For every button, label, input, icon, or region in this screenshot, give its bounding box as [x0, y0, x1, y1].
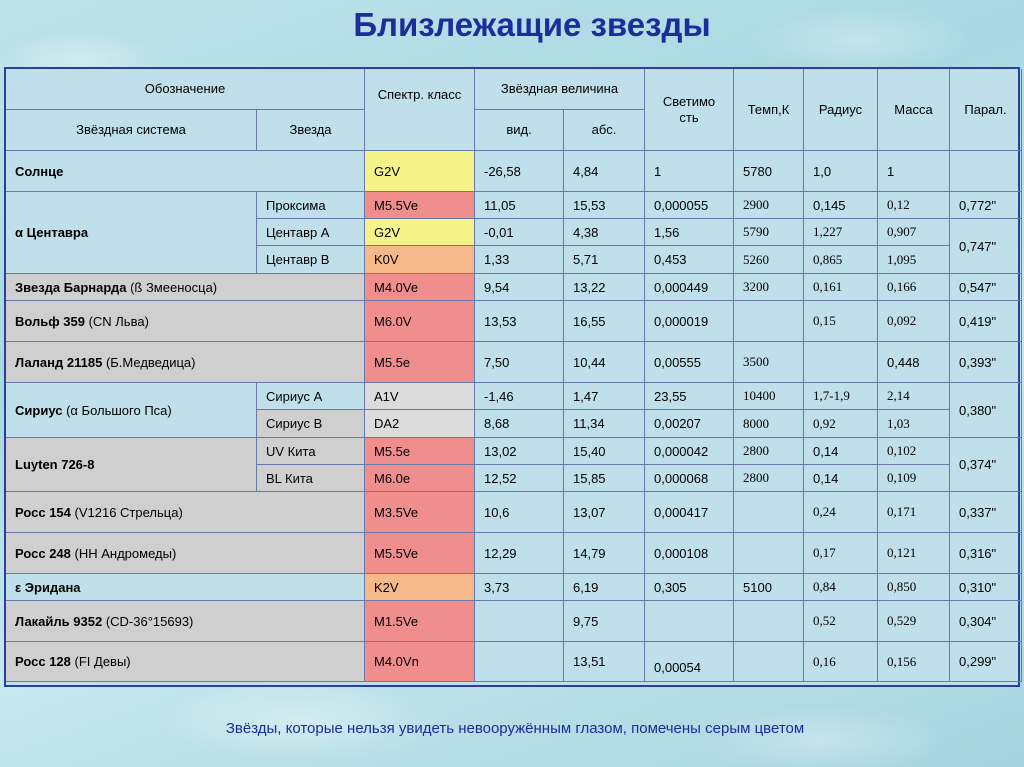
header-spectral: Спектр. класс	[365, 69, 475, 151]
apparent-magnitude: 12,52	[475, 465, 564, 492]
star-name: Центавр B	[257, 246, 365, 274]
radius: 0,84	[804, 574, 878, 601]
spectral-class: G2V	[365, 151, 475, 192]
row-name: Росс 154 (V1216 Стрельца)	[6, 492, 365, 533]
parallax: 0,547"	[950, 274, 1022, 301]
temperature	[734, 301, 804, 342]
absolute-magnitude: 15,85	[564, 465, 645, 492]
temperature: 5260	[734, 246, 804, 274]
luminosity: 0,453	[645, 246, 734, 274]
temperature: 5790	[734, 219, 804, 246]
mass: 0,907	[878, 219, 950, 246]
radius: 1,7-1,9	[804, 383, 878, 410]
luminosity: 0,000108	[645, 533, 734, 574]
parallax: 0,310"	[950, 574, 1022, 601]
header-parallax: Парал.	[950, 69, 1022, 151]
parallax: 0,419"	[950, 301, 1022, 342]
absolute-magnitude: 16,55	[564, 301, 645, 342]
header-absolute: абс.	[564, 110, 645, 151]
luminosity: 23,55	[645, 383, 734, 410]
absolute-magnitude: 13,07	[564, 492, 645, 533]
parallax: 0,380"	[950, 383, 1022, 438]
absolute-magnitude: 5,71	[564, 246, 645, 274]
spectral-class: A1V	[365, 383, 475, 410]
luminosity: 0,000055	[645, 192, 734, 219]
parallax: 0,299"	[950, 642, 1022, 682]
spectral-class: K2V	[365, 574, 475, 601]
row-name: Звезда Барнарда (ß Змееносца)	[6, 274, 365, 301]
apparent-magnitude	[475, 601, 564, 642]
page-title: Близлежащие звезды	[353, 6, 711, 43]
absolute-magnitude: 15,53	[564, 192, 645, 219]
temperature: 5100	[734, 574, 804, 601]
apparent-magnitude: 9,54	[475, 274, 564, 301]
apparent-magnitude: 13,02	[475, 438, 564, 465]
radius: 0,16	[804, 642, 878, 682]
absolute-magnitude: 11,34	[564, 410, 645, 438]
radius: 1,227	[804, 219, 878, 246]
luminosity: 0,00555	[645, 342, 734, 383]
spectral-class: M5.5e	[365, 342, 475, 383]
luminosity: 0,305	[645, 574, 734, 601]
spectral-class: M5.5Ve	[365, 192, 475, 219]
star-name: Центавр A	[257, 219, 365, 246]
parallax: 0,772"	[950, 192, 1022, 219]
header-luminosity: Светимо сть	[645, 69, 734, 151]
temperature: 2900	[734, 192, 804, 219]
star-name: UV Кита	[257, 438, 365, 465]
star-name: Сириус A	[257, 383, 365, 410]
row-name: Лакайль 9352 (CD-36°15693)	[6, 601, 365, 642]
apparent-magnitude: -1,46	[475, 383, 564, 410]
mass: 0,166	[878, 274, 950, 301]
spectral-class: M1.5Ve	[365, 601, 475, 642]
apparent-magnitude: 13,53	[475, 301, 564, 342]
row-name: Росс 248 (HH Андромеды)	[6, 533, 365, 574]
absolute-magnitude: 6,19	[564, 574, 645, 601]
mass: 0,171	[878, 492, 950, 533]
spectral-class: G2V	[365, 219, 475, 246]
luminosity: 0,00054	[645, 642, 734, 682]
luminosity: 1,56	[645, 219, 734, 246]
system-name: Luyten 726-8	[6, 438, 257, 492]
footnote: Звёзды, которые нельзя увидеть невооружённым глазом, помечены серым цветом	[225, 720, 805, 737]
header-magnitude: Звёздная величина	[475, 69, 645, 110]
apparent-magnitude	[475, 642, 564, 682]
row-name: ε Эридана	[6, 574, 365, 601]
radius	[804, 342, 878, 383]
mass: 0,12	[878, 192, 950, 219]
mass: 2,14	[878, 383, 950, 410]
row-name: Солнце	[6, 151, 365, 192]
mass: 0,092	[878, 301, 950, 342]
temperature	[734, 642, 804, 682]
apparent-magnitude: 12,29	[475, 533, 564, 574]
luminosity: 0,000449	[645, 274, 734, 301]
mass: 0,102	[878, 438, 950, 465]
radius: 1,0	[804, 151, 878, 192]
spectral-class: M5.5Ve	[365, 533, 475, 574]
header-temp: Темп,К	[734, 69, 804, 151]
temperature: 8000	[734, 410, 804, 438]
temperature	[734, 492, 804, 533]
parallax	[950, 151, 1022, 192]
radius: 0,14	[804, 465, 878, 492]
system-name: α Центавра	[6, 192, 257, 274]
radius: 0,92	[804, 410, 878, 438]
apparent-magnitude: -26,58	[475, 151, 564, 192]
temperature: 3200	[734, 274, 804, 301]
system-name: Сириус (α Большого Пса)	[6, 383, 257, 438]
star-name: Проксима	[257, 192, 365, 219]
header-star: Звезда	[257, 110, 365, 151]
row-name: Вольф 359 (CN Льва)	[6, 301, 365, 342]
temperature: 3500	[734, 342, 804, 383]
apparent-magnitude: 1,33	[475, 246, 564, 274]
spectral-class: K0V	[365, 246, 475, 274]
parallax: 0,304"	[950, 601, 1022, 642]
absolute-magnitude: 9,75	[564, 601, 645, 642]
header-mass: Масса	[878, 69, 950, 151]
temperature: 5780	[734, 151, 804, 192]
temperature	[734, 533, 804, 574]
absolute-magnitude: 14,79	[564, 533, 645, 574]
luminosity: 1	[645, 151, 734, 192]
header-system: Звёздная система	[6, 110, 257, 151]
spectral-class: M6.0e	[365, 465, 475, 492]
apparent-magnitude: 3,73	[475, 574, 564, 601]
radius: 0,17	[804, 533, 878, 574]
radius: 0,24	[804, 492, 878, 533]
absolute-magnitude: 1,47	[564, 383, 645, 410]
stars-table	[4, 67, 1020, 687]
spectral-class: M6.0V	[365, 301, 475, 342]
radius: 0,14	[804, 438, 878, 465]
apparent-magnitude: 7,50	[475, 342, 564, 383]
header-designation: Обозначение	[6, 69, 365, 110]
absolute-magnitude: 13,51	[564, 642, 645, 682]
absolute-magnitude: 4,38	[564, 219, 645, 246]
mass: 0,109	[878, 465, 950, 492]
header-apparent: вид.	[475, 110, 564, 151]
spectral-class: M3.5Ve	[365, 492, 475, 533]
parallax: 0,337"	[950, 492, 1022, 533]
mass: 0,156	[878, 642, 950, 682]
temperature: 2800	[734, 465, 804, 492]
radius: 0,161	[804, 274, 878, 301]
radius: 0,52	[804, 601, 878, 642]
apparent-magnitude: -0,01	[475, 219, 564, 246]
mass: 0,448	[878, 342, 950, 383]
luminosity: 0,000042	[645, 438, 734, 465]
apparent-magnitude: 11,05	[475, 192, 564, 219]
spectral-class: M4.0Ve	[365, 274, 475, 301]
mass: 0,850	[878, 574, 950, 601]
mass: 1	[878, 151, 950, 192]
absolute-magnitude: 10,44	[564, 342, 645, 383]
mass: 1,095	[878, 246, 950, 274]
luminosity	[645, 601, 734, 642]
parallax: 0,393"	[950, 342, 1022, 383]
apparent-magnitude: 8,68	[475, 410, 564, 438]
temperature	[734, 601, 804, 642]
luminosity: 0,00207	[645, 410, 734, 438]
temperature: 10400	[734, 383, 804, 410]
row-name: Росс 128 (FI Девы)	[6, 642, 365, 682]
parallax: 0,316"	[950, 533, 1022, 574]
apparent-magnitude: 10,6	[475, 492, 564, 533]
parallax: 0,747"	[950, 219, 1022, 274]
absolute-magnitude: 4,84	[564, 151, 645, 192]
spectral-class: M5.5e	[365, 438, 475, 465]
mass: 1,03	[878, 410, 950, 438]
radius: 0,15	[804, 301, 878, 342]
absolute-magnitude: 15,40	[564, 438, 645, 465]
star-name: BL Кита	[257, 465, 365, 492]
mass: 0,121	[878, 533, 950, 574]
parallax: 0,374"	[950, 438, 1022, 492]
luminosity: 0,000068	[645, 465, 734, 492]
temperature: 2800	[734, 438, 804, 465]
row-name: Лаланд 21185 (Б.Медведица)	[6, 342, 365, 383]
spectral-class: DA2	[365, 410, 475, 438]
header-radius: Радиус	[804, 69, 878, 151]
radius: 0,865	[804, 246, 878, 274]
luminosity: 0,000019	[645, 301, 734, 342]
mass: 0,529	[878, 601, 950, 642]
radius: 0,145	[804, 192, 878, 219]
star-name: Сириус B	[257, 410, 365, 438]
luminosity: 0,000417	[645, 492, 734, 533]
spectral-class: M4.0Vn	[365, 642, 475, 682]
absolute-magnitude: 13,22	[564, 274, 645, 301]
